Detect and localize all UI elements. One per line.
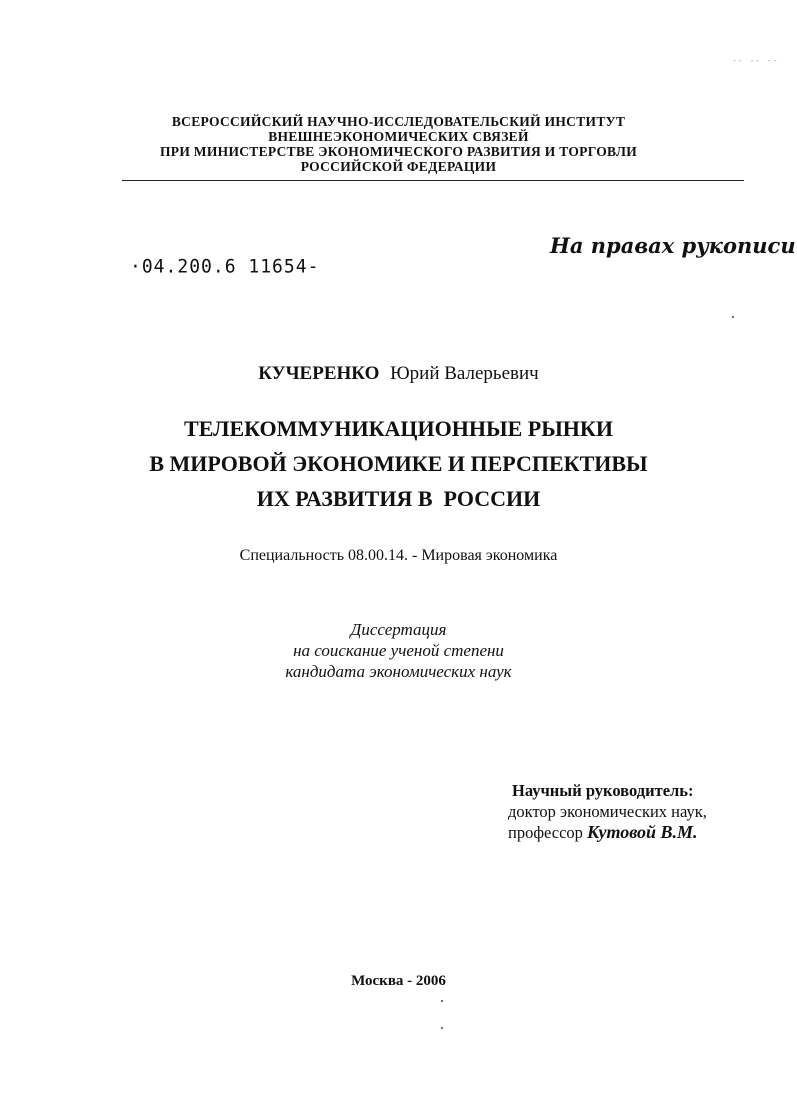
author-given-names: Юрий Валерьевич (390, 363, 539, 384)
dissertation-type (0, 619, 797, 682)
city-year: Москва - 2006 (351, 973, 446, 989)
scan-dot (441, 1027, 443, 1029)
supervisor-line (508, 822, 707, 843)
supervisor-name: Кутовой В.М. (587, 822, 698, 842)
dissertation-line: кандидата экономических наук (285, 662, 512, 681)
institution-header (0, 114, 797, 174)
registration-number-text: 04.200.6 11654 (141, 255, 308, 278)
institution-line: РОССИЙСКОЙ ФЕДЕРАЦИИ (300, 159, 497, 174)
title-line: В МИРОВОЙ ЭКОНОМИКЕ И ПЕРСПЕКТИВЫ (149, 451, 648, 476)
dissertation-title (0, 411, 797, 516)
header-divider (122, 180, 744, 181)
supervisor-block (508, 780, 707, 843)
rights-note: На правах рукописи (550, 233, 796, 258)
dissertation-line: на соискание ученой степени (293, 641, 504, 660)
specialty: Специальность 08.00.14. - Мировая экономика (239, 547, 558, 564)
title-line: ТЕЛЕКОММУНИКАЦИОННЫЕ РЫНКИ (184, 416, 613, 441)
institution-line: ВСЕРОССИЙСКИЙ НАУЧНО-ИССЛЕДОВАТЕЛЬСКИЙ ИНСТИТУТ (171, 114, 626, 129)
institution-line: ВНЕШНЕЭКОНОМИЧЕСКИХ СВЯЗЕЙ (268, 129, 529, 144)
institution-line: ПРИ МИНИСТЕРСТВЕ ЭКОНОМИЧЕСКОГО РАЗВИТИЯ И ТОРГОВЛИ (159, 144, 637, 159)
dissertation-line: Диссертация (350, 620, 447, 639)
registration-number: ·04.200.6 11654- (130, 255, 320, 278)
supervisor-title: профессор (508, 823, 583, 842)
author-name (0, 363, 797, 385)
supervisor-heading: Научный руководитель: (512, 781, 694, 800)
scan-mark: -- -- -- (732, 56, 779, 65)
title-line: ИХ РАЗВИТИЯ В РОССИИ (256, 486, 541, 511)
author-surname: КУЧЕРЕНКО (258, 363, 380, 384)
supervisor-degree: доктор экономических наук, (508, 802, 707, 821)
scan-dot (732, 316, 734, 318)
scan-dot (441, 1000, 443, 1002)
